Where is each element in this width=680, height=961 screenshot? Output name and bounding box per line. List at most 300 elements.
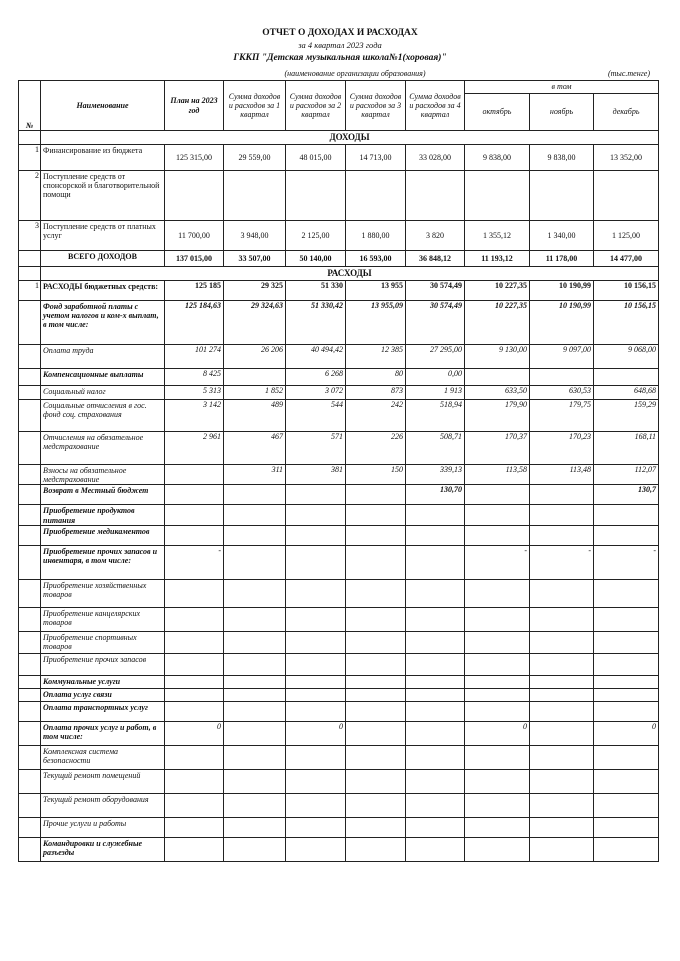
row-idx [19, 817, 41, 837]
cell: 11 193,12 [465, 251, 530, 267]
col-q3-header: Сумма доходов и расходов за 3 квартал [346, 81, 406, 131]
row-idx: 2 [19, 171, 41, 221]
row-label: ВСЕГО ДОХОДОВ [41, 251, 165, 267]
row-idx [19, 607, 41, 631]
cell: 571 [286, 432, 346, 465]
cell: 2 961 [165, 432, 224, 465]
cell: - [530, 545, 594, 579]
col-dec-header: декабрь [594, 94, 659, 131]
cell: 489 [224, 400, 286, 432]
cell: 36 848,12 [406, 251, 465, 267]
row-label: Возврат в Местный бюджет [41, 485, 165, 505]
cell [594, 688, 659, 701]
cell [465, 485, 530, 505]
cell [346, 607, 406, 631]
cell [165, 653, 224, 675]
row-idx [19, 675, 41, 688]
row-label: Оплата прочих услуг и работ, в том числе: [41, 721, 165, 745]
row-idx [19, 653, 41, 675]
cell [465, 369, 530, 386]
row-idx: 1 [19, 281, 41, 301]
cell [165, 465, 224, 485]
cell [530, 369, 594, 386]
col-name-header: Наименование [41, 81, 165, 131]
cell [165, 505, 224, 525]
cell [465, 171, 530, 221]
row-label: Социальные отчисления в гос. фонд соц. страхования [41, 400, 165, 432]
cell [346, 675, 406, 688]
cell: 3 820 [406, 221, 465, 251]
expense-row [19, 386, 659, 400]
cell [406, 817, 465, 837]
cell [224, 688, 286, 701]
cell [165, 688, 224, 701]
cell [406, 688, 465, 701]
cell [594, 793, 659, 817]
cell [406, 631, 465, 653]
cell: 9 838,00 [465, 145, 530, 171]
cell [406, 653, 465, 675]
cell [346, 579, 406, 607]
expense-row [19, 745, 659, 769]
row-label: Приобретение канцелярских товаров [41, 607, 165, 631]
cell [224, 369, 286, 386]
row-idx [19, 369, 41, 386]
cell: 0 [286, 721, 346, 745]
cell [406, 721, 465, 745]
row-label: Фонд заработной платы с учетом налогов и ком-х выплат, в том числе: [41, 301, 165, 345]
row-label: Приобретение прочих запасов [41, 653, 165, 675]
cell: 80 [346, 369, 406, 386]
cell [465, 525, 530, 545]
cell: 1 125,00 [594, 221, 659, 251]
row-label: Приобретение прочих запасов и инвентаря, в том числе: [41, 545, 165, 579]
row-idx [19, 465, 41, 485]
cell: 0,00 [406, 369, 465, 386]
cell: 10 190,99 [530, 281, 594, 301]
row-idx [19, 386, 41, 400]
row-idx [19, 345, 41, 369]
cell: 633,50 [465, 386, 530, 400]
cell [406, 171, 465, 221]
cell [594, 675, 659, 688]
cell: 13 955,09 [346, 301, 406, 345]
cell: 48 015,00 [286, 145, 346, 171]
expense-row [19, 545, 659, 579]
income-row [19, 171, 659, 221]
cell: 311 [224, 465, 286, 485]
cell [594, 607, 659, 631]
row-idx [19, 579, 41, 607]
cell [594, 745, 659, 769]
cell [165, 745, 224, 769]
expense-row [19, 369, 659, 386]
cell [465, 653, 530, 675]
cell [530, 525, 594, 545]
cell [286, 688, 346, 701]
cell [286, 745, 346, 769]
cell [594, 837, 659, 861]
expense-row [19, 607, 659, 631]
cell: 0 [465, 721, 530, 745]
cell: 518,94 [406, 400, 465, 432]
row-label: Приобретение медикаментов [41, 525, 165, 545]
cell [165, 793, 224, 817]
cell: 16 593,00 [346, 251, 406, 267]
cell [286, 579, 346, 607]
row-label: Приобретение спортивных товаров [41, 631, 165, 653]
cell [346, 688, 406, 701]
cell: 168,11 [594, 432, 659, 465]
cell [165, 675, 224, 688]
cell [594, 701, 659, 721]
cell: 179,75 [530, 400, 594, 432]
cell [165, 837, 224, 861]
cell [594, 369, 659, 386]
cell [594, 631, 659, 653]
row-idx [19, 701, 41, 721]
cell: 33 028,00 [406, 145, 465, 171]
cell [165, 171, 224, 221]
income-total-row [19, 251, 659, 267]
cell: 10 227,35 [465, 281, 530, 301]
cell: 130,70 [406, 485, 465, 505]
row-label: Поступление средств от платных услуг [41, 221, 165, 251]
cell: 1 340,00 [530, 221, 594, 251]
expense-row [19, 432, 659, 465]
cell: 1 913 [406, 386, 465, 400]
cell [165, 579, 224, 607]
cell: 125 315,00 [165, 145, 224, 171]
report-title: ОТЧЕТ О ДОХОДАХ И РАСХОДАХ [262, 28, 418, 38]
cell: 467 [224, 432, 286, 465]
cell [530, 721, 594, 745]
cell [286, 793, 346, 817]
cell [165, 607, 224, 631]
cell: 6 268 [286, 369, 346, 386]
income-row [19, 145, 659, 171]
cell [286, 485, 346, 505]
cell [594, 579, 659, 607]
cell [465, 579, 530, 607]
row-idx [19, 688, 41, 701]
cell: 51 330 [286, 281, 346, 301]
cell [530, 817, 594, 837]
cell: 8 425 [165, 369, 224, 386]
cell [465, 817, 530, 837]
cell [346, 525, 406, 545]
cell: 10 190,99 [530, 301, 594, 345]
row-label: Комплексная система безопасности [41, 745, 165, 769]
cell [286, 675, 346, 688]
cell [465, 688, 530, 701]
col-q2-header: Сумма доходов и расходов за 2 квартал [286, 81, 346, 131]
row-label: Прочие услуги и работы [41, 817, 165, 837]
cell [286, 837, 346, 861]
row-label: Компенсационные выплаты [41, 369, 165, 386]
cell: 13 352,00 [594, 145, 659, 171]
col-plan-header: План на 2023 год [165, 81, 224, 131]
cell: 11 178,00 [530, 251, 594, 267]
cell [224, 817, 286, 837]
organization-note: (наименование организации образования) [284, 69, 426, 78]
cell: 381 [286, 465, 346, 485]
cell: 125 185 [165, 281, 224, 301]
cell [530, 505, 594, 525]
cell [406, 701, 465, 721]
row-label: Оплата услуг связи [41, 688, 165, 701]
row-idx [19, 793, 41, 817]
cell [224, 607, 286, 631]
cell: 2 125,00 [286, 221, 346, 251]
cell [165, 631, 224, 653]
cell: 51 330,42 [286, 301, 346, 345]
col-oct-header: октябрь [465, 94, 530, 131]
cell [530, 485, 594, 505]
cell [465, 675, 530, 688]
cell [346, 653, 406, 675]
row-label: Социальный налог [41, 386, 165, 400]
cell: 3 142 [165, 400, 224, 432]
cell: 137 015,00 [165, 251, 224, 267]
col-q4-header: Сумма доходов и расходов за 4 квартал [406, 81, 465, 131]
expense-row [19, 579, 659, 607]
cell [465, 505, 530, 525]
cell: 170,23 [530, 432, 594, 465]
cell [224, 579, 286, 607]
income-row [19, 221, 659, 251]
cell: 0 [594, 721, 659, 745]
expense-row [19, 281, 659, 301]
cell: 30 574,49 [406, 301, 465, 345]
cell [346, 837, 406, 861]
cell [224, 769, 286, 793]
cell [165, 525, 224, 545]
expense-row [19, 817, 659, 837]
cell [165, 769, 224, 793]
cell: 113,58 [465, 465, 530, 485]
cell: 630,53 [530, 386, 594, 400]
cell: 226 [346, 432, 406, 465]
cell [465, 769, 530, 793]
cell [406, 745, 465, 769]
row-idx: 3 [19, 221, 41, 251]
row-idx [19, 525, 41, 545]
expense-row [19, 769, 659, 793]
cell [346, 769, 406, 793]
cell [346, 793, 406, 817]
expense-row [19, 301, 659, 345]
row-idx [19, 301, 41, 345]
organization-name: ГККП "Детская музыкальная школа№1(хоровая)" [233, 53, 447, 63]
cell: 27 295,00 [406, 345, 465, 369]
row-idx [19, 400, 41, 432]
cell [530, 631, 594, 653]
cell [406, 607, 465, 631]
cell: 101 274 [165, 345, 224, 369]
cell [286, 701, 346, 721]
cell: - [465, 545, 530, 579]
expense-row [19, 465, 659, 485]
section-income: ДОХОДЫ [41, 131, 659, 145]
cell [346, 701, 406, 721]
row-idx [19, 721, 41, 745]
cell: 9 068,00 [594, 345, 659, 369]
col-num-header: № [19, 81, 41, 131]
row-label: Командировки и служебные разъезды [41, 837, 165, 861]
cell [406, 545, 465, 579]
cell: 12 385 [346, 345, 406, 369]
row-label: Текущий ремонт помещений [41, 769, 165, 793]
cell [465, 631, 530, 653]
cell: 30 574,49 [406, 281, 465, 301]
cell [465, 837, 530, 861]
row-label: Отчисления на обязательное медстрахование [41, 432, 165, 465]
cell: 50 140,00 [286, 251, 346, 267]
cell [594, 769, 659, 793]
cell [224, 505, 286, 525]
expense-row [19, 485, 659, 505]
row-idx [19, 485, 41, 505]
cell [224, 793, 286, 817]
section-spacer [19, 131, 41, 145]
row-idx [19, 432, 41, 465]
cell [346, 171, 406, 221]
expense-row [19, 837, 659, 861]
row-label: Приобретение продуктов питания [41, 505, 165, 525]
col-q1-header: Сумма доходов и расходов за 1 квартал [224, 81, 286, 131]
expense-row [19, 688, 659, 701]
row-idx [19, 837, 41, 861]
cell [530, 171, 594, 221]
cell: 26 206 [224, 345, 286, 369]
row-idx: 1 [19, 145, 41, 171]
cell: 113,48 [530, 465, 594, 485]
report-table [18, 80, 659, 862]
cell [224, 545, 286, 579]
cell [530, 837, 594, 861]
cell: 112,07 [594, 465, 659, 485]
cell: 29 325 [224, 281, 286, 301]
expense-row [19, 721, 659, 745]
expense-row [19, 653, 659, 675]
cell: 33 507,00 [224, 251, 286, 267]
cell [346, 745, 406, 769]
col-nov-header: ноябрь [530, 94, 594, 131]
cell [530, 793, 594, 817]
cell: 9 838,00 [530, 145, 594, 171]
report-period: за 4 квартал 2023 года [298, 40, 382, 50]
cell: 0 [165, 721, 224, 745]
cell [346, 631, 406, 653]
row-label: Поступление средств от спонсорской и благотворительной помощи [41, 171, 165, 221]
expense-row [19, 631, 659, 653]
cell [286, 769, 346, 793]
expense-row [19, 345, 659, 369]
cell [165, 485, 224, 505]
expense-row [19, 525, 659, 545]
cell [224, 721, 286, 745]
cell: 170,37 [465, 432, 530, 465]
cell [346, 545, 406, 579]
expense-row [19, 675, 659, 688]
cell [406, 579, 465, 607]
cell [286, 653, 346, 675]
cell [224, 701, 286, 721]
cell: 11 700,00 [165, 221, 224, 251]
cell: - [165, 545, 224, 579]
cell [530, 701, 594, 721]
cell [346, 485, 406, 505]
expense-row [19, 793, 659, 817]
row-idx [19, 769, 41, 793]
row-label: Финансирование из бюджета [41, 145, 165, 171]
row-idx [19, 251, 41, 267]
currency-unit: (тыс.тенге) [607, 69, 650, 78]
cell [406, 525, 465, 545]
cell [530, 607, 594, 631]
cell: 9 097,00 [530, 345, 594, 369]
cell: 130,7 [594, 485, 659, 505]
cell [346, 721, 406, 745]
section-expenses: РАСХОДЫ [41, 267, 659, 281]
cell [465, 607, 530, 631]
cell [224, 837, 286, 861]
cell: 3 072 [286, 386, 346, 400]
cell: 10 156,15 [594, 301, 659, 345]
cell [224, 171, 286, 221]
cell: 339,13 [406, 465, 465, 485]
row-label: Коммунальные услуги [41, 675, 165, 688]
cell: 9 130,00 [465, 345, 530, 369]
cell [406, 675, 465, 688]
cell: 159,29 [594, 400, 659, 432]
row-label: Взносы на обязательное медстрахование [41, 465, 165, 485]
cell [594, 505, 659, 525]
row-label: Оплата труда [41, 345, 165, 369]
cell: 5 313 [165, 386, 224, 400]
cell: 10 156,15 [594, 281, 659, 301]
cell [286, 171, 346, 221]
cell [346, 817, 406, 837]
row-idx [19, 631, 41, 653]
cell [465, 701, 530, 721]
cell: 150 [346, 465, 406, 485]
expense-row [19, 400, 659, 432]
cell [224, 745, 286, 769]
section-spacer [19, 267, 41, 281]
cell: 40 494,42 [286, 345, 346, 369]
cell: 544 [286, 400, 346, 432]
row-label: РАСХОДЫ бюджетных средств: [41, 281, 165, 301]
cell [406, 837, 465, 861]
cell: 508,71 [406, 432, 465, 465]
cell [530, 675, 594, 688]
cell: 648,68 [594, 386, 659, 400]
cell: 125 184,63 [165, 301, 224, 345]
cell: 29 559,00 [224, 145, 286, 171]
cell: 873 [346, 386, 406, 400]
cell: 14 713,00 [346, 145, 406, 171]
row-label: Оплата транспортных услуг [41, 701, 165, 721]
row-idx [19, 505, 41, 525]
cell: 179,90 [465, 400, 530, 432]
cell: 29 324,63 [224, 301, 286, 345]
cell [224, 653, 286, 675]
cell [406, 793, 465, 817]
cell [406, 505, 465, 525]
cell [286, 545, 346, 579]
